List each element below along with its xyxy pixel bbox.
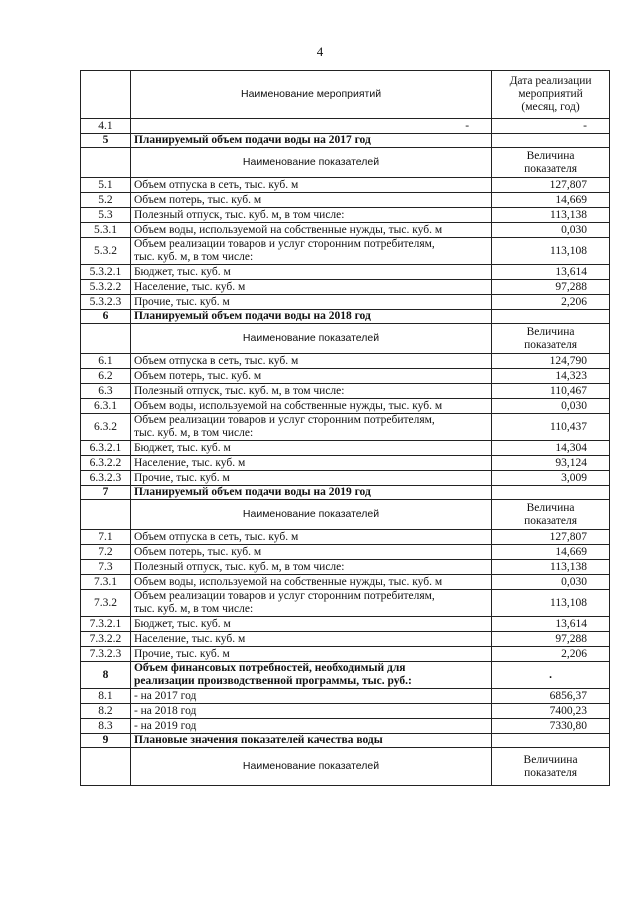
section-value-cell: . (492, 662, 610, 689)
row-number: 6.1 (81, 354, 131, 369)
sub-header-num-cell (81, 500, 131, 530)
row-number: 6.2 (81, 369, 131, 384)
sub-header-name: Наименование показателей (130, 500, 491, 530)
row-value: 110,467 (492, 384, 610, 399)
section-value-cell (492, 310, 610, 324)
row-number: 7.3.2.3 (81, 647, 131, 662)
section-number: 5 (81, 134, 131, 148)
row-value: 113,108 (492, 238, 610, 265)
row-name: Прочие, тыс. куб. м (130, 295, 491, 310)
row-name-line-1: Объем реализации товаров и услуг сторонним потребителям, (133, 414, 435, 426)
row-name: Население, тыс. куб. м (130, 456, 491, 471)
table-row (81, 530, 610, 545)
row-value: 97,288 (492, 280, 610, 295)
sub-header-value-line-2: показателя (524, 162, 578, 175)
row-value: 3,009 (492, 471, 610, 486)
row-value: 97,288 (492, 632, 610, 647)
row-name (130, 414, 491, 441)
row-number: 6.3.2.2 (81, 456, 131, 471)
row-value: 2,206 (492, 295, 610, 310)
header-date-line-1: Дата реализации (509, 75, 592, 87)
row-value: 2,206 (492, 647, 610, 662)
row-number: 6.3.2.1 (81, 441, 131, 456)
row-name-line-1: Объем реализации товаров и услуг сторонним потребителям, (133, 238, 435, 250)
row-number: 5.3.2.3 (81, 295, 131, 310)
sub-header-num-cell (81, 748, 131, 786)
row-name: Прочие, тыс. куб. м (130, 471, 491, 486)
section-title: Планируемый объем подачи воды на 2019 год (130, 486, 491, 500)
row-value: 0,030 (492, 399, 610, 414)
row-number: 6.3.2 (81, 414, 131, 441)
table-row (81, 414, 610, 441)
row-number: 4.1 (81, 119, 131, 134)
row-name: - на 2019 год (130, 719, 491, 734)
sub-header-value-line-2: показателя (524, 514, 578, 527)
row-value: 7400,23 (492, 704, 610, 719)
row-number: 5.3.2 (81, 238, 131, 265)
section-title: Планируемый объем подачи воды на 2017 год (130, 134, 491, 148)
table-row (81, 208, 610, 223)
table-row (81, 369, 610, 384)
section-title-row (81, 134, 610, 148)
row-name: Объем потерь, тыс. куб. м (130, 369, 491, 384)
table-row (81, 295, 610, 310)
row-value: 14,323 (492, 369, 610, 384)
table-row (81, 280, 610, 295)
row-number: 5.1 (81, 178, 131, 193)
row-number: 8.2 (81, 704, 131, 719)
row-value: 0,030 (492, 223, 610, 238)
row-number: 5.3 (81, 208, 131, 223)
row-name: Объем воды, используемой на собственные нужды, тыс. куб. м (130, 575, 491, 590)
table-row (81, 647, 610, 662)
table-row (81, 399, 610, 414)
row-name (130, 238, 491, 265)
section-title-row (81, 734, 610, 748)
sub-header-value-line-2: показателя (524, 766, 578, 779)
row-name-line-2: тыс. куб. м, в том числе: (133, 427, 254, 439)
table-row (81, 178, 610, 193)
table-row (81, 119, 610, 134)
row-number: 7.3.2.2 (81, 632, 131, 647)
row-number: 7.3 (81, 560, 131, 575)
sub-header-row (81, 748, 610, 786)
table-row (81, 223, 610, 238)
header-num-cell (81, 71, 131, 119)
table-row (81, 575, 610, 590)
row-name: Полезный отпуск, тыс. куб. м, в том числе: (130, 208, 491, 223)
table-row (81, 704, 610, 719)
sub-header-value (492, 148, 610, 178)
header-name: Наименование мероприятий (130, 71, 491, 119)
section-value-cell (492, 486, 610, 500)
sub-header-value-line-2: показателя (524, 338, 578, 351)
row-number: 5.3.1 (81, 223, 131, 238)
row-name-line-2: тыс. куб. м, в том числе: (133, 603, 254, 615)
header-date-line-2: мероприятий (518, 88, 583, 100)
table-row (81, 354, 610, 369)
row-name: Население, тыс. куб. м (130, 280, 491, 295)
row-number: 6.3.2.3 (81, 471, 131, 486)
row-name (130, 590, 491, 617)
sub-header-value-line-1: Величина (526, 501, 575, 514)
row-value: 13,614 (492, 617, 610, 632)
row-name: Прочие, тыс. куб. м (130, 647, 491, 662)
row-number: 6.3 (81, 384, 131, 399)
row-number: 7.2 (81, 545, 131, 560)
row-name: - на 2018 год (130, 704, 491, 719)
section-title-row (81, 486, 610, 500)
table-row (81, 193, 610, 208)
sub-header-num-cell (81, 148, 131, 178)
row-name: Объем отпуска в сеть, тыс. куб. м (130, 530, 491, 545)
row-name: Полезный отпуск, тыс. куб. м, в том числе: (130, 560, 491, 575)
row-number: 7.1 (81, 530, 131, 545)
row-name: Объем воды, используемой на собственные нужды, тыс. куб. м (130, 223, 491, 238)
section-title-row (81, 310, 610, 324)
section-title-line-2: реализации производственной программы, тыс. руб.: (133, 675, 412, 687)
section-value-cell (492, 134, 610, 148)
row-value: 14,304 (492, 441, 610, 456)
row-value: 14,669 (492, 545, 610, 560)
header-date-line-3: (месяц, год) (521, 101, 580, 113)
row-name: - на 2017 год (130, 689, 491, 704)
row-number: 8.3 (81, 719, 131, 734)
sub-header-name: Наименование показателей (130, 148, 491, 178)
table-row (81, 471, 610, 486)
table-row (81, 456, 610, 471)
row-name: Население, тыс. куб. м (130, 632, 491, 647)
row-value: 113,108 (492, 590, 610, 617)
section-title (130, 662, 491, 689)
sub-header-row (81, 500, 610, 530)
row-value: 6856,37 (492, 689, 610, 704)
sub-header-value-line-1: Величина (526, 325, 575, 338)
row-number: 7.3.2 (81, 590, 131, 617)
row-name: Объем потерь, тыс. куб. м (130, 193, 491, 208)
row-value: 13,614 (492, 265, 610, 280)
sub-header-name: Наименование показателей (130, 748, 491, 786)
row-value: 110,437 (492, 414, 610, 441)
row-name: Объем потерь, тыс. куб. м (130, 545, 491, 560)
sub-header-value (492, 748, 610, 786)
row-value: 14,669 (492, 193, 610, 208)
row-value: 113,138 (492, 208, 610, 223)
table-row (81, 265, 610, 280)
sub-header-row (81, 148, 610, 178)
row-name: Полезный отпуск, тыс. куб. м, в том числе: (130, 384, 491, 399)
row-number: 8.1 (81, 689, 131, 704)
row-number: 6.3.1 (81, 399, 131, 414)
table-row (81, 560, 610, 575)
row-name: Бюджет, тыс. куб. м (130, 617, 491, 632)
section-number: 6 (81, 310, 131, 324)
row-value: 127,807 (492, 178, 610, 193)
section-title-row (81, 662, 610, 689)
table-row (81, 689, 610, 704)
sub-header-name: Наименование показателей (130, 324, 491, 354)
row-name-line-2: тыс. куб. м, в том числе: (133, 251, 254, 263)
sub-header-value (492, 500, 610, 530)
page-number: 4 (316, 44, 324, 59)
section-number: 8 (81, 662, 131, 689)
table-row (81, 545, 610, 560)
table-row (81, 441, 610, 456)
sub-header-num-cell (81, 324, 131, 354)
table-row (81, 384, 610, 399)
row-number: 5.2 (81, 193, 131, 208)
row-number: 7.3.1 (81, 575, 131, 590)
table-row (81, 632, 610, 647)
sub-header-value-line-1: Величиина (523, 753, 578, 766)
header-date (492, 71, 610, 119)
row-name: Объем отпуска в сеть, тыс. куб. м (130, 354, 491, 369)
row-value: 124,790 (492, 354, 610, 369)
program-table (80, 70, 610, 786)
row-name: Объем воды, используемой на собственные нужды, тыс. куб. м (130, 399, 491, 414)
table-row (81, 238, 610, 265)
row-value: 93,124 (492, 456, 610, 471)
row-name: - (130, 119, 491, 134)
row-value: - (492, 119, 610, 134)
section-title: Планируемый объем подачи воды на 2018 год (130, 310, 491, 324)
sub-header-row (81, 324, 610, 354)
table-header-row (81, 71, 610, 119)
sub-header-value-line-1: Величина (526, 149, 575, 162)
section-number: 9 (81, 734, 131, 748)
row-name: Бюджет, тыс. куб. м (130, 441, 491, 456)
table-row (81, 719, 610, 734)
row-name: Бюджет, тыс. куб. м (130, 265, 491, 280)
section-number: 7 (81, 486, 131, 500)
row-name: Объем отпуска в сеть, тыс. куб. м (130, 178, 491, 193)
table-row (81, 617, 610, 632)
row-number: 5.3.2.1 (81, 265, 131, 280)
row-number: 5.3.2.2 (81, 280, 131, 295)
row-number: 7.3.2.1 (81, 617, 131, 632)
sub-header-value (492, 324, 610, 354)
section-title-line-1: Объем финансовых потребностей, необходимый для (133, 662, 406, 674)
section-value-cell (492, 734, 610, 748)
row-name-line-1: Объем реализации товаров и услуг сторонним потребителям, (133, 590, 435, 602)
section-title: Плановые значения показателей качества воды (130, 734, 491, 748)
table-row (81, 590, 610, 617)
row-value: 113,138 (492, 560, 610, 575)
row-value: 7330,80 (492, 719, 610, 734)
row-value: 0,030 (492, 575, 610, 590)
row-value: 127,807 (492, 530, 610, 545)
